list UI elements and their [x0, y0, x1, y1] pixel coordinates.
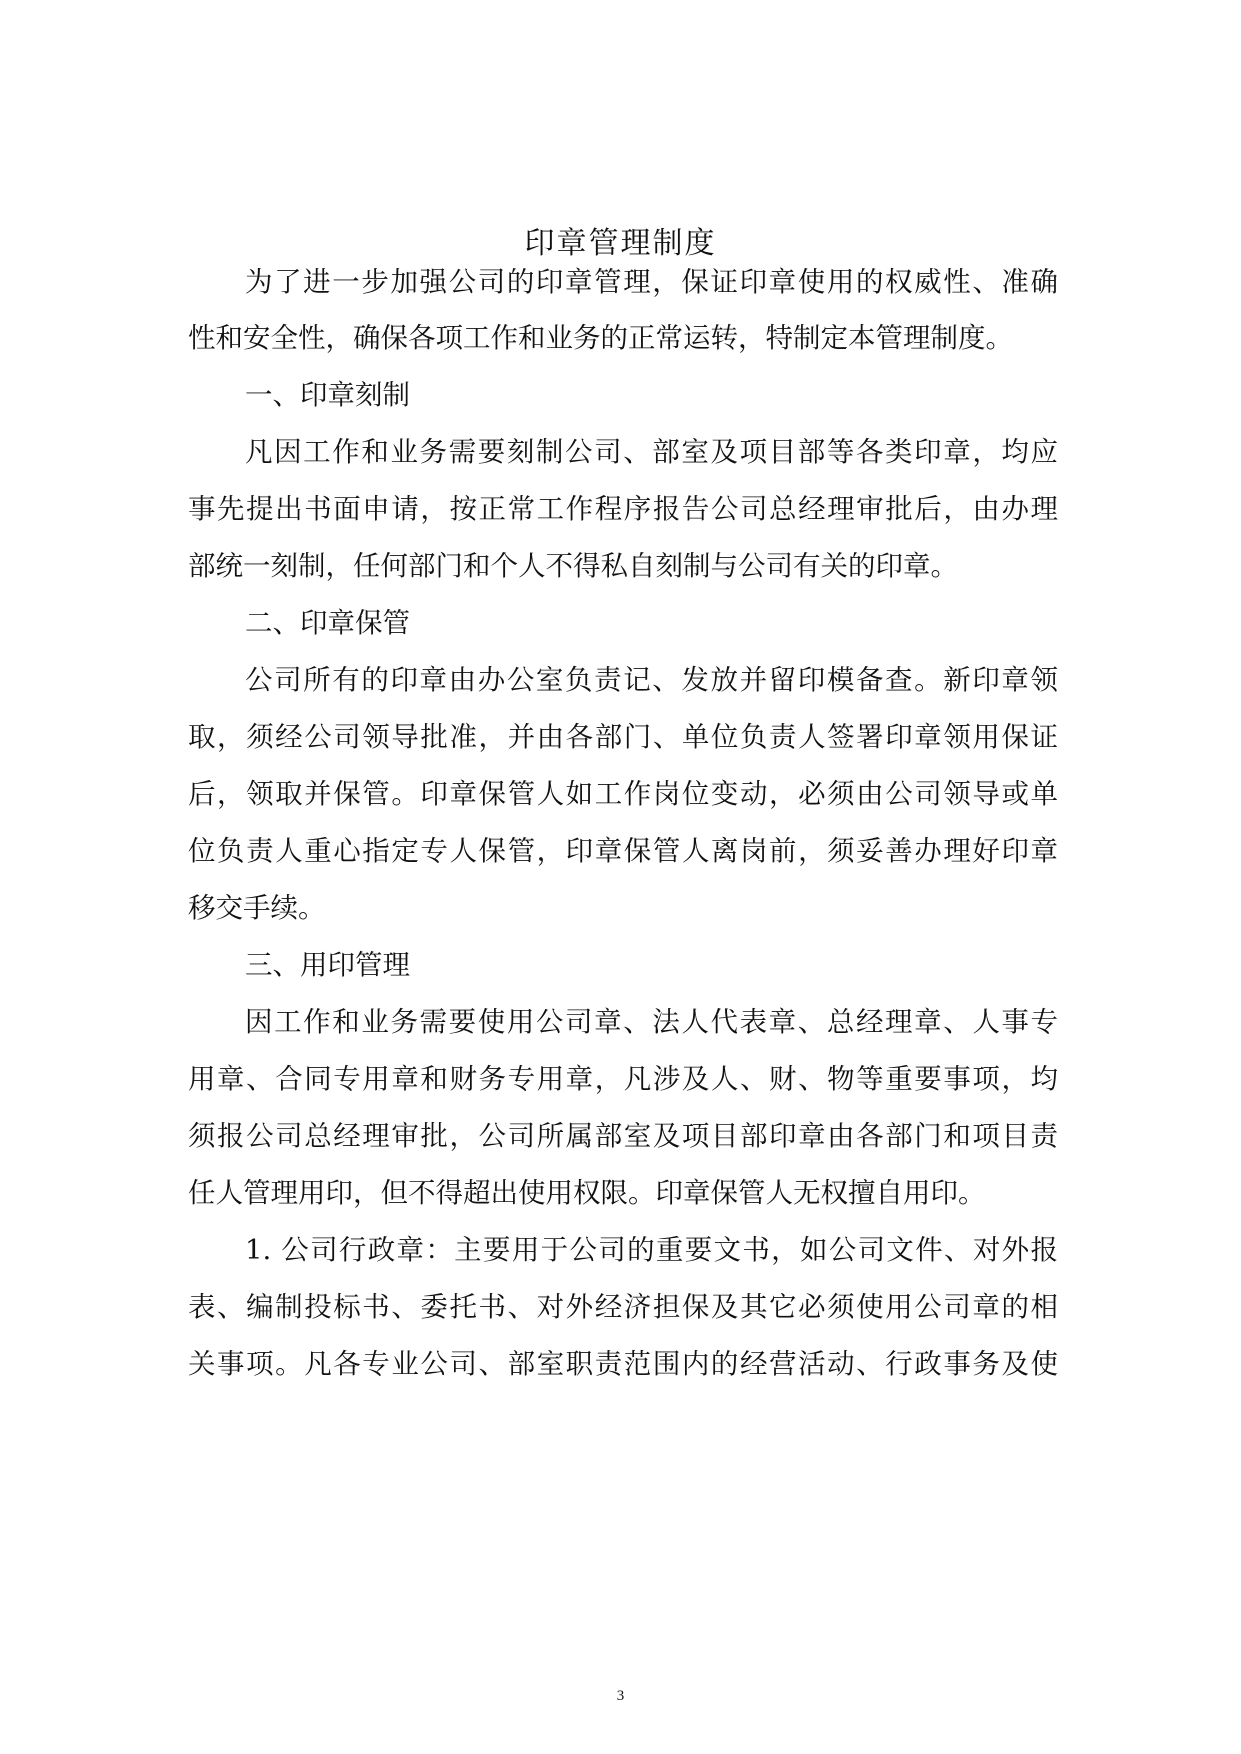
section-heading: 一、印章刻制: [245, 379, 410, 411]
paragraph-line: 后，领取并保管。印章保管人如工作岗位变动，必须由公司领导或单: [188, 778, 1058, 810]
paragraph-line: 移交手续。: [188, 892, 326, 924]
paragraph-line: 位负责人重心指定专人保管，印章保管人离岗前，须妥善办理好印章: [188, 835, 1058, 867]
paragraph-line: 因工作和业务需要使用公司章、法人代表章、总经理章、人事专: [245, 1006, 1058, 1038]
section-heading: 三、用印管理: [245, 949, 410, 981]
paragraph-line: 凡因工作和业务需要刻制公司、部室及项目部等各类印章，均应: [245, 436, 1058, 468]
section-heading: 二、印章保管: [245, 607, 410, 639]
paragraph-line: 为了进一步加强公司的印章管理，保证印章使用的权威性、准确: [245, 266, 1058, 298]
document-title: 印章管理制度: [524, 226, 717, 261]
paragraph-line: 用章、合同专用章和财务专用章，凡涉及人、财、物等重要事项，均: [188, 1063, 1058, 1095]
paragraph-line: 表、编制投标书、委托书、对外经济担保及其它必须使用公司章的相: [188, 1291, 1058, 1323]
paragraph-line: 须报公司总经理审批，公司所属部室及项目部印章由各部门和项目责: [188, 1120, 1058, 1152]
paragraph-line: 事先提出书面申请，按正常工作程序报告公司总经理审批后，由办理: [188, 493, 1058, 525]
paragraph-line: 任人管理用印，但不得超出使用权限。印章保管人无权擅自用印。: [188, 1177, 986, 1209]
paragraph-line: 关事项。凡各专业公司、部室职责范围内的经营活动、行政事务及使: [188, 1348, 1058, 1380]
page-number: 3: [616, 1688, 625, 1704]
paragraph-line: 性和安全性，确保各项工作和业务的正常运转，特制定本管理制度。: [188, 322, 1013, 354]
paragraph-line: 取，须经公司领导批准，并由各部门、单位负责人签署印章领用保证: [188, 721, 1058, 753]
paragraph-line: 1. 公司行政章：主要用于公司的重要文书，如公司文件、对外报: [245, 1234, 1058, 1266]
paragraph-line: 公司所有的印章由办公室负责记、发放并留印模备查。新印章领: [245, 664, 1058, 696]
paragraph-line: 部统一刻制，任何部门和个人不得私自刻制与公司有关的印章。: [188, 550, 958, 582]
